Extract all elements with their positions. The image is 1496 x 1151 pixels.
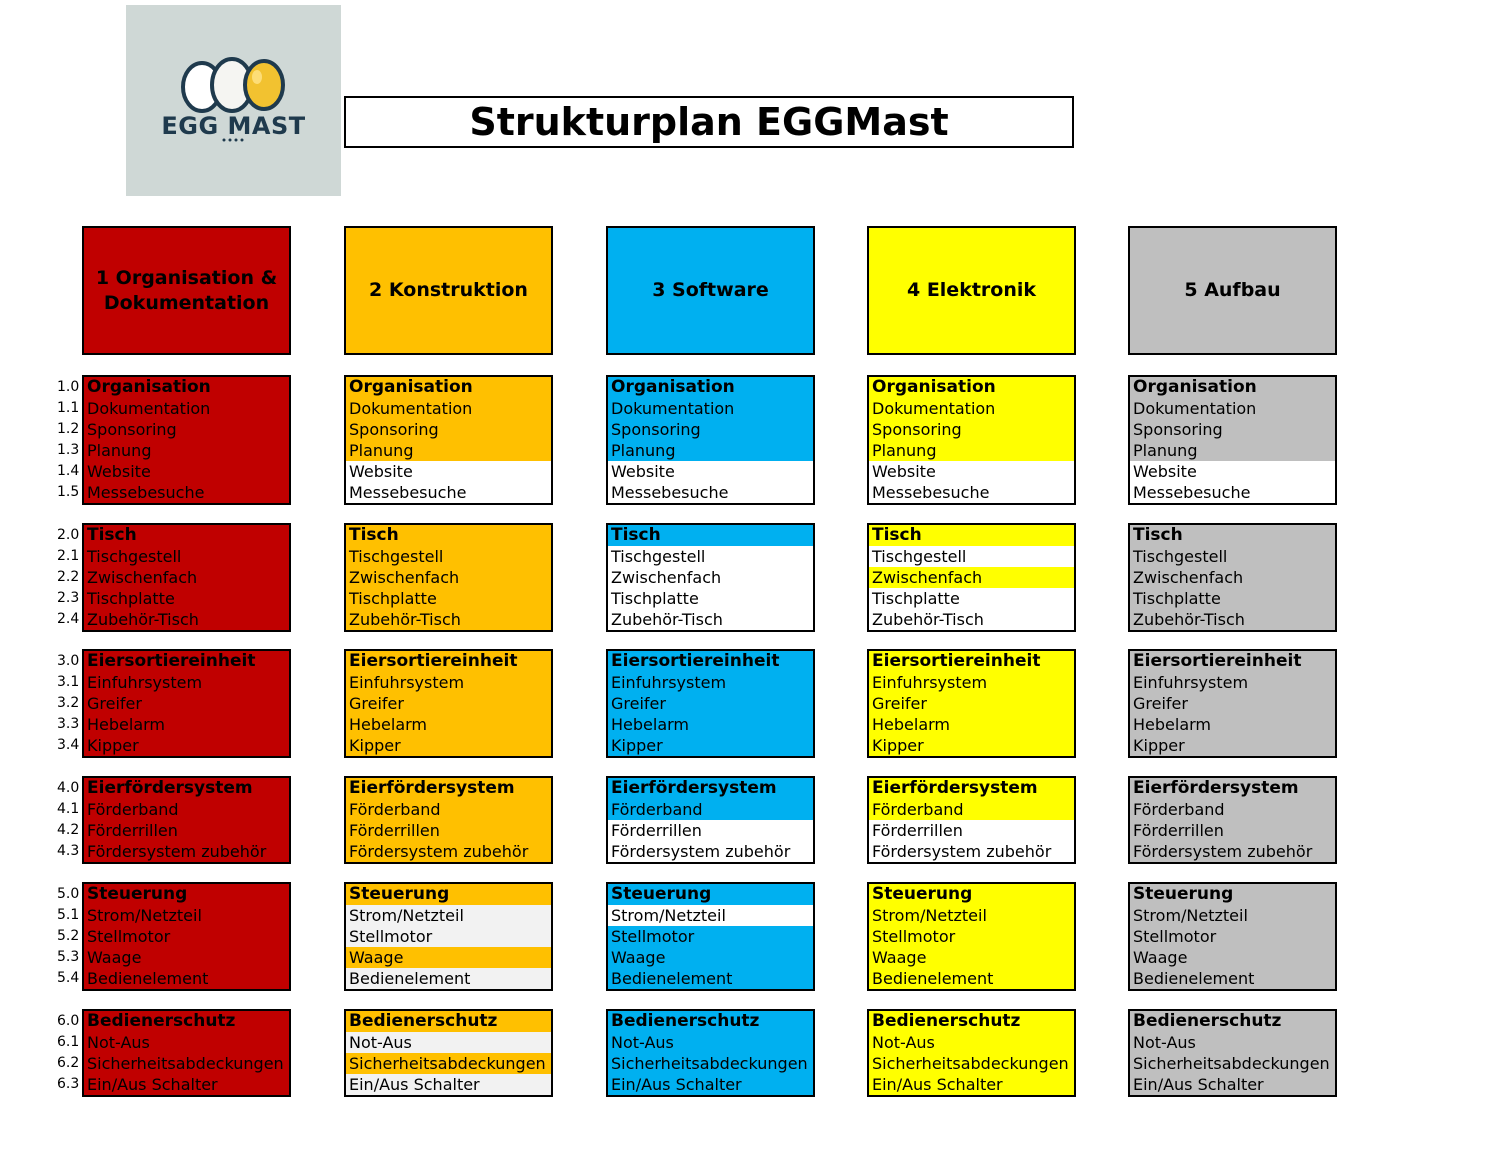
row-number: 3.1 xyxy=(57,674,80,690)
work-package-item: Stellmotor xyxy=(608,926,813,947)
row-number: 1.5 xyxy=(57,484,80,500)
page-title: Strukturplan EGGMast xyxy=(344,96,1074,148)
group-heading: Steuerung xyxy=(84,884,289,905)
work-package-item: Förderrillen xyxy=(869,820,1074,841)
work-package-item: Zubehör-Tisch xyxy=(346,609,551,630)
group-heading: Eiersortiereinheit xyxy=(346,651,551,672)
column-header-4: 4 Elektronik xyxy=(867,226,1076,355)
work-package-item: Tischgestell xyxy=(346,546,551,567)
group-heading: Tisch xyxy=(84,525,289,546)
work-package-item: Einfuhrsystem xyxy=(84,672,289,693)
work-package-group xyxy=(344,882,553,991)
work-package-item: Greifer xyxy=(84,693,289,714)
work-package-item: Messebesuche xyxy=(608,482,813,503)
work-package-item: Einfuhrsystem xyxy=(1130,672,1335,693)
work-package-item: Greifer xyxy=(1130,693,1335,714)
work-package-group xyxy=(606,882,815,991)
work-package-item: Tischgestell xyxy=(608,546,813,567)
work-package-item: Waage xyxy=(608,947,813,968)
work-package-item: Sponsoring xyxy=(346,419,551,440)
group-heading: Organisation xyxy=(1130,377,1335,398)
work-package-item: Dokumentation xyxy=(346,398,551,419)
work-package-group xyxy=(82,1009,291,1097)
group-heading: Steuerung xyxy=(608,884,813,905)
row-number: 1.3 xyxy=(57,442,80,458)
work-package-item: Tischplatte xyxy=(346,588,551,609)
group-heading: Steuerung xyxy=(1130,884,1335,905)
work-package-item: Dokumentation xyxy=(1130,398,1335,419)
work-package-group xyxy=(867,375,1076,505)
row-number: 5.1 xyxy=(57,907,80,923)
group-heading: Eiersortiereinheit xyxy=(1130,651,1335,672)
work-package-item: Messebesuche xyxy=(84,482,289,503)
work-package-group xyxy=(606,776,815,864)
work-package-item: Hebelarm xyxy=(84,714,289,735)
work-package-item: Fördersystem zubehör xyxy=(346,841,551,862)
work-package-item: Zubehör-Tisch xyxy=(1130,609,1335,630)
work-package-item: Fördersystem zubehör xyxy=(608,841,813,862)
work-package-item: Planung xyxy=(84,440,289,461)
work-package-item: Stellmotor xyxy=(869,926,1074,947)
work-package-item: Messebesuche xyxy=(346,482,551,503)
work-package-group xyxy=(1128,523,1337,632)
work-package-group xyxy=(867,649,1076,758)
work-package-item: Planung xyxy=(608,440,813,461)
row-number: 2.3 xyxy=(57,590,80,606)
work-package-item: Zubehör-Tisch xyxy=(84,609,289,630)
work-package-item: Zwischenfach xyxy=(869,567,1074,588)
work-package-item: Tischplatte xyxy=(84,588,289,609)
row-number: 6.0 xyxy=(57,1013,80,1029)
work-package-group xyxy=(867,776,1076,864)
eggs-icon xyxy=(126,5,341,196)
work-package-group xyxy=(606,649,815,758)
row-number: 1.2 xyxy=(57,421,80,437)
work-package-item: Förderband xyxy=(346,799,551,820)
work-package-item: Website xyxy=(869,461,1074,482)
row-number: 4.1 xyxy=(57,801,80,817)
group-heading: Tisch xyxy=(608,525,813,546)
work-package-item: Ein/Aus Schalter xyxy=(346,1074,551,1095)
work-package-item: Zubehör-Tisch xyxy=(608,609,813,630)
work-package-item: Kipper xyxy=(608,735,813,756)
work-package-item: Planung xyxy=(869,440,1074,461)
work-package-item: Zwischenfach xyxy=(346,567,551,588)
work-package-item: Förderband xyxy=(1130,799,1335,820)
work-package-item: Not-Aus xyxy=(1130,1032,1335,1053)
row-number: 2.1 xyxy=(57,548,80,564)
group-heading: Eierfördersystem xyxy=(84,778,289,799)
group-heading: Organisation xyxy=(84,377,289,398)
work-package-item: Zwischenfach xyxy=(608,567,813,588)
work-package-group xyxy=(82,523,291,632)
work-package-item: Dokumentation xyxy=(869,398,1074,419)
work-package-item: Messebesuche xyxy=(869,482,1074,503)
work-package-item: Hebelarm xyxy=(869,714,1074,735)
row-number: 5.4 xyxy=(57,970,80,986)
work-package-item: Förderrillen xyxy=(346,820,551,841)
work-package-group xyxy=(867,1009,1076,1097)
row-number: 6.2 xyxy=(57,1055,80,1071)
row-number: 6.3 xyxy=(57,1076,80,1092)
work-package-group xyxy=(606,1009,815,1097)
work-package-item: Ein/Aus Schalter xyxy=(84,1074,289,1095)
group-heading: Eierfördersystem xyxy=(608,778,813,799)
work-package-item: Zwischenfach xyxy=(1130,567,1335,588)
group-heading: Eierfördersystem xyxy=(1130,778,1335,799)
work-package-group xyxy=(1128,375,1337,505)
column-header-1: 1 Organisation & Dokumentation xyxy=(82,226,291,355)
row-number: 5.3 xyxy=(57,949,80,965)
work-package-item: Tischgestell xyxy=(84,546,289,567)
work-package-item: Bedienelement xyxy=(1130,968,1335,989)
work-package-item: Sponsoring xyxy=(608,419,813,440)
work-package-item: Sponsoring xyxy=(869,419,1074,440)
work-package-group xyxy=(344,649,553,758)
work-package-item: Kipper xyxy=(84,735,289,756)
work-package-item: Strom/Netzteil xyxy=(1130,905,1335,926)
group-heading: Organisation xyxy=(346,377,551,398)
work-package-item: Dokumentation xyxy=(608,398,813,419)
column-header-3: 3 Software xyxy=(606,226,815,355)
logo-text: EGG MAST xyxy=(161,112,306,140)
row-number: 1.1 xyxy=(57,400,80,416)
row-number: 3.3 xyxy=(57,716,80,732)
row-number: 5.0 xyxy=(57,886,80,902)
work-package-item: Not-Aus xyxy=(346,1032,551,1053)
work-package-item: Strom/Netzteil xyxy=(608,905,813,926)
work-package-item: Bedienelement xyxy=(84,968,289,989)
work-package-item: Einfuhrsystem xyxy=(346,672,551,693)
work-package-group xyxy=(82,375,291,505)
work-package-item: Tischgestell xyxy=(869,546,1074,567)
work-package-item: Greifer xyxy=(608,693,813,714)
work-package-item: Planung xyxy=(346,440,551,461)
column-header-2: 2 Konstruktion xyxy=(344,226,553,355)
work-package-item: Kipper xyxy=(869,735,1074,756)
work-package-item: Förderband xyxy=(869,799,1074,820)
work-package-group xyxy=(606,375,815,505)
work-package-item: Waage xyxy=(1130,947,1335,968)
work-package-item: Fördersystem zubehör xyxy=(1130,841,1335,862)
work-package-item: Einfuhrsystem xyxy=(608,672,813,693)
work-package-item: Bedienelement xyxy=(608,968,813,989)
group-heading: Eiersortiereinheit xyxy=(608,651,813,672)
work-package-item: Dokumentation xyxy=(84,398,289,419)
work-package-item: Stellmotor xyxy=(1130,926,1335,947)
work-package-item: Waage xyxy=(346,947,551,968)
column-header-5: 5 Aufbau xyxy=(1128,226,1337,355)
work-package-item: Sicherheitsabdeckungen xyxy=(346,1053,551,1074)
row-number: 4.2 xyxy=(57,822,80,838)
work-package-item: Fördersystem zubehör xyxy=(869,841,1074,862)
group-heading: Tisch xyxy=(1130,525,1335,546)
work-package-item: Zwischenfach xyxy=(84,567,289,588)
group-heading: Eierfördersystem xyxy=(346,778,551,799)
work-package-item: Förderband xyxy=(608,799,813,820)
work-package-item: Sponsoring xyxy=(84,419,289,440)
work-package-item: Not-Aus xyxy=(84,1032,289,1053)
row-number: 2.0 xyxy=(57,527,80,543)
work-package-item: Not-Aus xyxy=(608,1032,813,1053)
row-number: 6.1 xyxy=(57,1034,80,1050)
work-package-item: Sicherheitsabdeckungen xyxy=(1130,1053,1335,1074)
group-heading: Bedienerschutz xyxy=(84,1011,289,1032)
work-package-item: Website xyxy=(608,461,813,482)
row-number: 4.0 xyxy=(57,780,80,796)
work-package-group xyxy=(867,882,1076,991)
work-package-item: Not-Aus xyxy=(869,1032,1074,1053)
work-package-group xyxy=(344,523,553,632)
group-heading: Steuerung xyxy=(346,884,551,905)
work-package-item: Tischplatte xyxy=(869,588,1074,609)
work-package-item: Kipper xyxy=(1130,735,1335,756)
work-package-item: Greifer xyxy=(869,693,1074,714)
work-package-item: Messebesuche xyxy=(1130,482,1335,503)
work-package-item: Website xyxy=(1130,461,1335,482)
group-heading: Eierfördersystem xyxy=(869,778,1074,799)
work-package-group xyxy=(344,375,553,505)
work-package-item: Förderrillen xyxy=(1130,820,1335,841)
row-number: 1.4 xyxy=(57,463,80,479)
work-package-item: Bedienelement xyxy=(346,968,551,989)
work-package-group xyxy=(1128,882,1337,991)
work-package-item: Bedienelement xyxy=(869,968,1074,989)
work-package-item: Sicherheitsabdeckungen xyxy=(84,1053,289,1074)
group-heading: Eiersortiereinheit xyxy=(84,651,289,672)
work-package-item: Sicherheitsabdeckungen xyxy=(869,1053,1074,1074)
logo xyxy=(126,5,341,196)
row-number: 2.2 xyxy=(57,569,80,585)
work-package-group xyxy=(606,523,815,632)
work-package-group xyxy=(1128,776,1337,864)
work-package-item: Planung xyxy=(1130,440,1335,461)
work-package-group xyxy=(344,1009,553,1097)
group-heading: Bedienerschutz xyxy=(1130,1011,1335,1032)
work-package-item: Hebelarm xyxy=(608,714,813,735)
group-heading: Organisation xyxy=(869,377,1074,398)
work-package-item: Tischplatte xyxy=(1130,588,1335,609)
work-package-item: Strom/Netzteil xyxy=(869,905,1074,926)
row-number: 3.0 xyxy=(57,653,80,669)
row-number: 5.2 xyxy=(57,928,80,944)
work-package-item: Hebelarm xyxy=(1130,714,1335,735)
work-package-item: Ein/Aus Schalter xyxy=(869,1074,1074,1095)
work-package-item: Einfuhrsystem xyxy=(869,672,1074,693)
work-package-item: Hebelarm xyxy=(346,714,551,735)
work-package-item: Zubehör-Tisch xyxy=(869,609,1074,630)
row-number: 2.4 xyxy=(57,611,80,627)
work-package-group xyxy=(344,776,553,864)
work-package-group xyxy=(1128,649,1337,758)
group-heading: Bedienerschutz xyxy=(869,1011,1074,1032)
group-heading: Tisch xyxy=(346,525,551,546)
work-package-group xyxy=(82,776,291,864)
work-package-item: Website xyxy=(84,461,289,482)
work-package-item: Tischgestell xyxy=(1130,546,1335,567)
group-heading: Bedienerschutz xyxy=(346,1011,551,1032)
work-package-item: Tischplatte xyxy=(608,588,813,609)
group-heading: Steuerung xyxy=(869,884,1074,905)
row-number: 4.3 xyxy=(57,843,80,859)
work-package-group xyxy=(82,882,291,991)
work-package-item: Förderrillen xyxy=(84,820,289,841)
work-package-item: Strom/Netzteil xyxy=(346,905,551,926)
work-package-item: Ein/Aus Schalter xyxy=(608,1074,813,1095)
work-package-group xyxy=(867,523,1076,632)
work-package-item: Stellmotor xyxy=(84,926,289,947)
work-package-item: Waage xyxy=(869,947,1074,968)
work-package-item: Förderband xyxy=(84,799,289,820)
row-number: 1.0 xyxy=(57,379,80,395)
group-heading: Bedienerschutz xyxy=(608,1011,813,1032)
work-package-item: Stellmotor xyxy=(346,926,551,947)
work-package-item: Fördersystem zubehör xyxy=(84,841,289,862)
work-package-item: Website xyxy=(346,461,551,482)
work-package-group xyxy=(1128,1009,1337,1097)
work-package-item: Greifer xyxy=(346,693,551,714)
work-package-item: Waage xyxy=(84,947,289,968)
work-package-item: Strom/Netzteil xyxy=(84,905,289,926)
work-package-item: Ein/Aus Schalter xyxy=(1130,1074,1335,1095)
work-package-item: Sponsoring xyxy=(1130,419,1335,440)
work-package-item: Kipper xyxy=(346,735,551,756)
work-package-group xyxy=(82,649,291,758)
row-number: 3.4 xyxy=(57,737,80,753)
group-heading: Organisation xyxy=(608,377,813,398)
group-heading: Eiersortiereinheit xyxy=(869,651,1074,672)
group-heading: Tisch xyxy=(869,525,1074,546)
row-number: 3.2 xyxy=(57,695,80,711)
work-package-item: Förderrillen xyxy=(608,820,813,841)
work-package-item: Sicherheitsabdeckungen xyxy=(608,1053,813,1074)
